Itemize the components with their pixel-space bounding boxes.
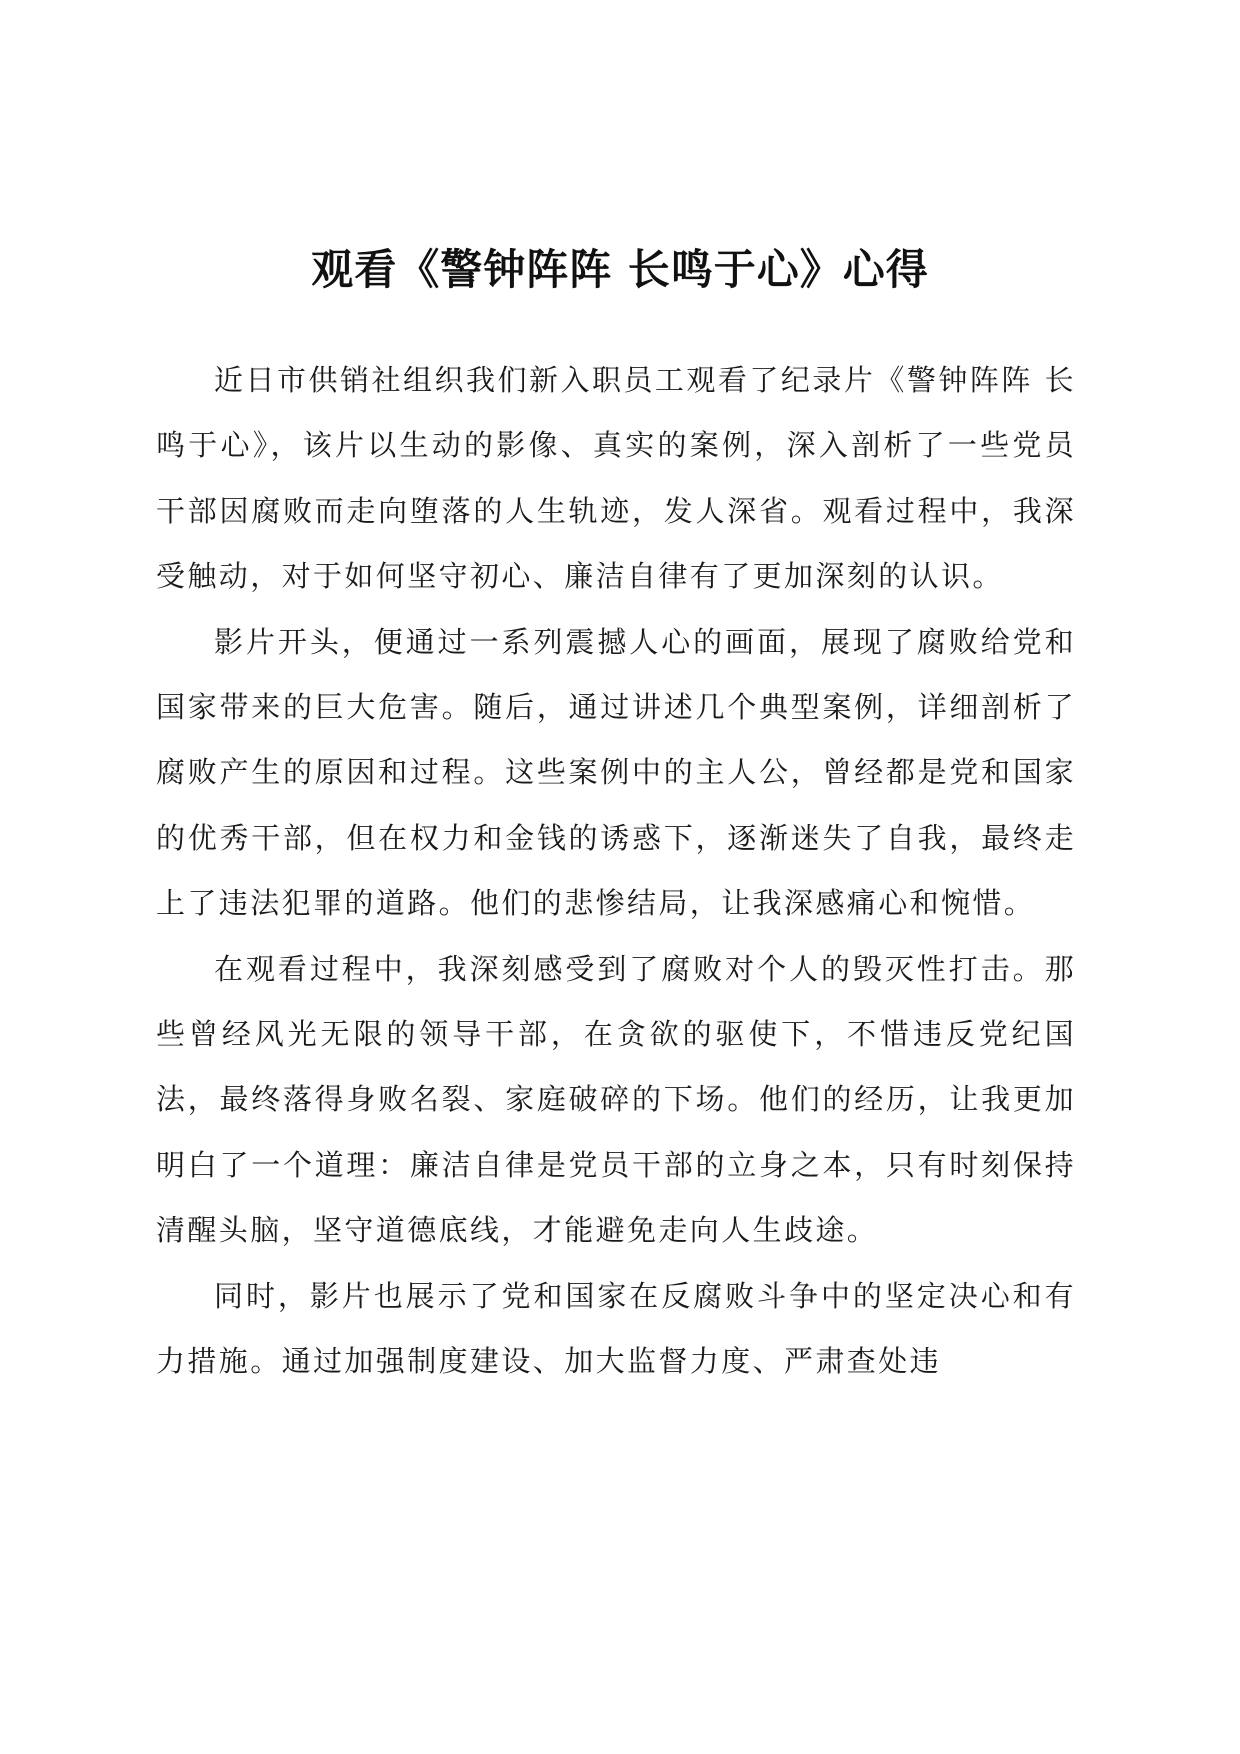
paragraph-4: 同时，影片也展示了党和国家在反腐败斗争中的坚定决心和有力措施。通过加强制度建设、加大监督力度、严肃查处违 bbox=[156, 1278, 1076, 1379]
page-title: 观看《警钟阵阵 长鸣于心》心得 bbox=[311, 245, 929, 294]
paragraph-3: 在观看过程中，我深刻感受到了腐败对个人的毁灭性打击。那些曾经风光无限的领导干部，在贪欲的驱使下，不惜违反党纪国法，最终落得身败名裂、家庭破碎的下场。他们的经历，让我更加明白了一个道理：廉洁自律是党员干部的立身之本，只有时刻保持清醒头脑，坚守道德底线，才能避免走向人生歧途。 bbox=[156, 951, 1076, 1248]
document-body bbox=[156, 348, 1076, 1395]
paragraph-2: 影片开头，便通过一系列震撼人心的画面，展现了腐败给党和国家带来的巨大危害。随后，通过讲述几个典型案例，详细剖析了腐败产生的原因和过程。这些案例中的主人公，曾经都是党和国家的优秀干部，但在权力和金钱的诱惑下，逐渐迷失了自我，最终走上了违法犯罪的道路。他们的悲惨结局，让我深感痛心和惋惜。 bbox=[156, 624, 1076, 921]
paragraph-1: 近日市供销社组织我们新入职员工观看了纪录片《警钟阵阵 长鸣于心》，该片以生动的影像、真实的案例，深入剖析了一些党员干部因腐败而走向堕落的人生轨迹，发人深省。观看过程中，我深受触动，对于如何坚守初心、廉洁自律有了更加深刻的认识。 bbox=[156, 363, 1076, 594]
